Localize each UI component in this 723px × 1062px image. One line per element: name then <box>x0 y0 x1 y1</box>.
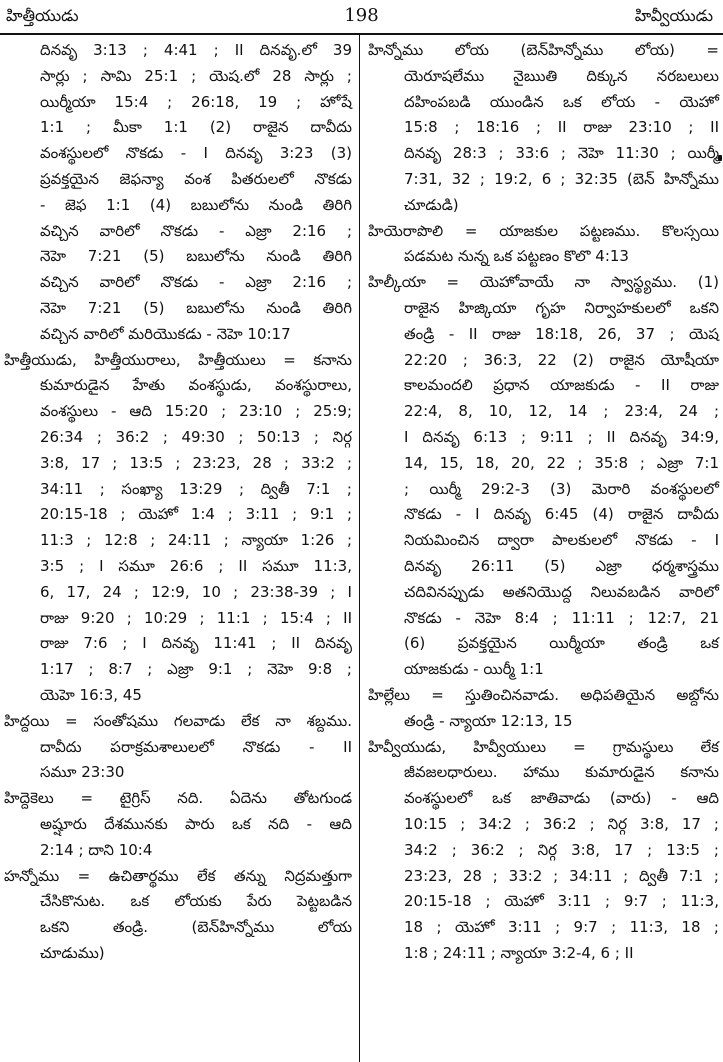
entry-text-line: సార్లు ; సామి 25:1 ; యెష.లో 28 సార్లు ; <box>40 66 352 85</box>
entry-text-line: 6, 17, 24 ; 12:9, 10 ; 23:38-39 ; I <box>40 582 352 601</box>
entry-text-line: I దినవృ 6:13 ; 9:11 ; II దినవృ 34:9, <box>404 427 719 446</box>
entry-text-line: 3:5 ; I సమూ 26:6 ; II సమూ 11:3, <box>40 556 352 575</box>
dictionary-entry <box>0 864 356 967</box>
entry-headword-line: హిల్లేలు = స్తుతించినవాడు. అధిపతియైన అబ్దోను <box>368 685 719 704</box>
entry-headword-line: హిద్దెకెలు = టైగ్రిస్ నది. ఏదెను తోటగుండ <box>4 789 352 808</box>
entry-text-line: యెరూషలేము నైఋతి దిక్కున నరబలులు <box>404 66 719 85</box>
entry-text-line: జీవజలధారులు. హాము కుమారుడైన కనాను <box>404 763 719 782</box>
entry-text-line: 10:15 ; 34:2 ; 36:2 ; నిర్గ 3:8, 17 ; <box>404 814 719 833</box>
entry-headword-line: హివ్వీయుడు, హివ్వీయులు = గ్రామస్థులు లేక <box>368 737 719 756</box>
entry-text-line: వచ్చిన వారిలో నొకడు - ఎజ్రా 2:16 ; <box>40 273 352 292</box>
running-head-left: హిత్తీయుడు <box>6 6 79 25</box>
entry-text-line: దినవృ 26:11 (5) ఎజ్రా ధర్మశాస్త్రము <box>404 556 719 575</box>
entry-text-line: 26:34 ; 36:2 ; 49:30 ; 50:13 ; నిర్గ <box>40 427 352 446</box>
entry-text-line: నెహె 7:21 (5) బబులోను నుండి తిరిగి <box>40 247 352 266</box>
entry-text-line: 7:31, 32 ; 19:2, 6 ; 32:35 (బెన్ హిన్నోము <box>404 169 719 188</box>
entry-text-line: నెహె 7:21 (5) బబులోను నుండి తిరిగి <box>40 298 352 317</box>
dictionary-entry <box>364 735 723 967</box>
entry-text-line: వంశస్థులలో నొకడు - I దినవృ 3:23 (3) <box>40 144 352 163</box>
dictionary-entry <box>0 709 356 786</box>
dictionary-entry <box>364 219 723 271</box>
entry-text-line: యాజకుడు - యిర్మీ 1:1 <box>404 660 544 679</box>
entry-text-line: ; యిర్మీ 29:2-3 (3) మెరారి వంశస్థులలో <box>404 479 719 498</box>
entry-text-line: 2:14 ; దాని 10:4 <box>40 840 153 859</box>
entry-text-line: 3:8, 17 ; 13:5 ; 23:23, 28 ; 33:2 ; <box>40 453 352 472</box>
entry-text-line: (6) ప్రవక్తయైన యిర్మీయా తండ్రి ఒక <box>404 634 719 653</box>
entry-text-line: చదివినప్పుడు అతనియొద్ద నిలువబడిన వారిలో <box>404 582 719 601</box>
entry-text-line: వంశస్థులు - ఆది 15:20 ; 23:10 ; 25:9; <box>40 402 352 421</box>
entry-headword-line: హిన్నోము లోయ (బెన్‌హిన్నోము లోయ) = <box>368 41 719 59</box>
entry-text-line: 20:15-18 ; యెహో 1:4 ; 3:11 ; 9:1 ; <box>40 505 352 524</box>
entry-text-line: 1:1 ; మీకా 1:1 (2) రాజైన దావీదు <box>40 118 352 137</box>
header-rule <box>0 33 723 35</box>
entry-text-line: 1:17 ; 8:7 ; ఎజ్రా 9:1 ; నెహె 9:8 ; <box>40 660 352 679</box>
dictionary-entry <box>364 38 723 219</box>
entry-text-line: కాలమందలి ప్రధాన యాజకుడు - II రాజు <box>404 376 719 395</box>
entry-text-line: వంశస్థులలో ఒక జాతివాడు (వారు) - ఆది <box>404 789 719 808</box>
entry-text-line: నొకడు - నెహె 8:4 ; 11:11 ; 12:7, 21 <box>404 608 719 627</box>
entry-text-line: తండ్రి - II రాజు 18:18, 26, 37 ; యెష <box>404 324 719 343</box>
dictionary-entry <box>0 348 356 709</box>
entry-text-line: దహింపబడి యుండిన ఒక లోయ - యెహో <box>404 92 719 111</box>
entry-headword-line: హిత్తీయుడు, హిత్తీయురాలు, హిత్తీయులు = కనాను <box>4 350 352 369</box>
entry-text-line: 34:2 ; 36:2 ; నిర్గ 3:8, 17 ; 13:5 ; <box>404 840 719 859</box>
entry-text-line: 1:8 ; 24:11 ; న్యాయా 3:2-4, 6 ; II <box>404 943 634 962</box>
entry-text-line: దినవృ 3:13 ; 4:41 ; II దినవృ.లో 39 <box>40 41 352 59</box>
entry-text-line: తండ్రి - న్యాయా 12:13, 15 <box>404 711 573 730</box>
running-head-right: హివ్వీయుడు <box>634 6 713 25</box>
entry-text-line: అష్షూరు దేశమునకు పారు ఒక నది - ఆది <box>40 814 352 833</box>
entry-text-line: రాజైన హిజ్కియా గృహ నిర్వాహకులలో ఒకని <box>404 298 719 317</box>
left-column <box>0 38 356 1060</box>
entry-text-line: ప్రవక్తయైన జెఫన్యా వంశ పితరులలో నొకడు <box>40 169 352 188</box>
entry-text-line: చేసికొనుట. ఒక లోయకు పేరు పెట్టబడిన <box>40 892 352 911</box>
column-divider <box>359 35 360 1062</box>
entry-text-line: చూడుము) <box>40 943 105 962</box>
entry-text-line: దినవృ 28:3 ; 33:6 ; నెహె 11:30 ; యిర్మీ <box>404 144 719 163</box>
entry-text-line: యెహె 16:3, 45 <box>40 685 142 704</box>
entry-text-line: యిర్మీయా 15:4 ; 26:18, 19 ; హోషే <box>40 92 352 111</box>
entry-headword-line: హిద్దయి = సంతోషము గలవాడు లేక నా శబ్దము. <box>4 711 352 730</box>
entry-text-line: చూడుడి) <box>404 195 459 214</box>
entry-text-line: వచ్చిన వారిలో నొకడు - ఎజ్రా 2:16 ; <box>40 221 352 240</box>
entry-text-line: 15:8 ; 18:16 ; II రాజు 23:10 ; II <box>404 118 719 137</box>
entry-text-line: 34:11 ; సంఖ్యా 13:29 ; ద్వితీ 7:1 ; <box>40 479 352 498</box>
entry-text-line: సమూ 23:30 <box>40 763 125 782</box>
entry-text-line: ఒకని తండ్రి. (బెన్‌హిన్నోము లోయ <box>40 918 352 937</box>
entry-text-line: 22:4, 8, 10, 12, 14 ; 23:4, 24 ; <box>404 402 719 421</box>
entry-text-line: నియమించిన ద్వారా పాలకులలో నొకడు - I <box>404 531 719 550</box>
entry-text-line: 20:15-18 ; యెహో 3:11 ; 9:7 ; 11:3, <box>404 892 719 911</box>
page-number: 198 <box>344 5 379 26</box>
entry-headword-line: హిల్కీయా = యెహోవాయే నా స్వాస్థ్యము. (1) <box>368 273 719 292</box>
entry-text-line: 14, 15, 18, 20, 22 ; 35:8 ; ఎజ్రా 7:1 <box>404 453 719 472</box>
entry-text-line: పడమట నున్న ఒక పట్టణం కొలొ 4:13 <box>404 247 629 266</box>
entry-text-line: వచ్చిన వారిలో మరియొకడు - నెహె 10:17 <box>40 324 291 343</box>
entry-headword-line: హియెరాపొలి = యాజకుల పట్టణము. కొలస్సయి <box>368 221 719 240</box>
entry-headword-line: హన్నోము = ఉచితార్థము లేక తన్ను నిద్రమత్తుగా <box>4 866 352 885</box>
entry-text-line: నొకడు - I దినవృ 6:45 (4) రాజైన దావీదు <box>404 505 719 524</box>
dictionary-entry <box>0 786 356 863</box>
entry-text-line: - జెఫ 1:1 (4) బబులోను నుండి తిరిగి <box>40 195 352 214</box>
right-column <box>364 38 723 1060</box>
dictionary-entry <box>0 38 356 348</box>
entry-text-line: 23:23, 28 ; 33:2 ; 34:11 ; ద్వితీ 7:1 ; <box>404 866 719 885</box>
dictionary-entry <box>364 270 723 683</box>
page-header <box>0 0 723 38</box>
dictionary-entry <box>364 683 723 735</box>
entry-text-line: కుమారుడైన హేతు వంశస్థుడు, వంశస్థురాలు, <box>40 376 352 395</box>
entry-text-line: రాజు 9:20 ; 10:29 ; 11:1 ; 15:4 ; II <box>40 608 352 627</box>
entry-text-line: దావీదు పరాక్రమశాలులలో నొకడు - II <box>40 737 352 756</box>
entry-text-line: రాజు 7:6 ; I దినవృ 11:41 ; II దినవృ <box>40 634 352 653</box>
entry-text-line: 18 ; యెహో 3:11 ; 9:7 ; 11:3, 18 ; <box>404 918 719 937</box>
entry-text-line: 11:3 ; 12:8 ; 24:11 ; న్యాయా 1:26 ; <box>40 531 352 550</box>
entry-text-line: 22:20 ; 36:3, 22 (2) రాజైన యోషీయా <box>404 350 719 369</box>
